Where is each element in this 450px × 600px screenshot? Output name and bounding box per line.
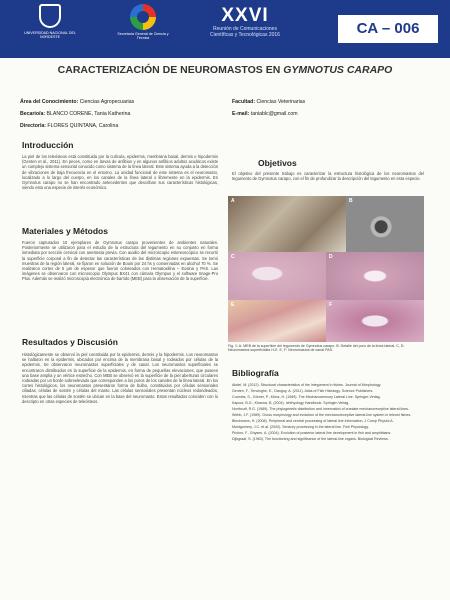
ring-logo-icon <box>130 4 156 30</box>
bibliografia-heading: Bibliografía <box>232 368 279 378</box>
figure-panel-f: F <box>326 300 424 342</box>
poster-code: CA – 006 <box>338 15 438 43</box>
bib-item: Coombs, S., Görner, P., Münz, H. (1989). The Mechanosensory Lateral Line. Springer-Verlag. <box>232 395 381 399</box>
histology-figure <box>228 196 424 342</box>
objetivos-text: El objetivo del presente trabajo es caracterizar la estructura histológica de los neuromastos del tegumento de Gymnotus carapo, con el fin de profundizar la descripción del tegumento en esta especie. <box>232 171 424 182</box>
event-line-1: Reunión de Comunicaciones <box>213 26 277 32</box>
area-value: Ciencias Agropecuarias <box>79 99 135 105</box>
becario-value: BLANCO CORENE, Tania Katherina <box>46 111 131 117</box>
intro-heading: Introducción <box>22 140 74 150</box>
email-row: E-mail: taniablc@gmail.com <box>232 111 298 117</box>
figure-panel-a: A <box>228 196 346 252</box>
bib-item: Abdel, M. (2012). Structural characteristics of the integument in fishes. Journal of Morphology. <box>232 383 382 387</box>
bib-item: Dijkgraaf, S. (1963). The functioning and significance of the lateral-line organs. Biological Reviews. <box>232 437 389 441</box>
bib-item: Bleckmann, H. (2008). Peripheral and central processing of lateral line information. J Comp Physiol A. <box>232 419 394 423</box>
secretaria-logo-text: Secretaría General de Ciencia y Técnica <box>117 32 169 41</box>
bib-item: Webb, J.F. (1989). Gross morphology and evolution of the mechanoreceptive lateral-line system in teleost fishes. <box>232 413 412 417</box>
bib-item: Pichon, F., Ghysen, A. (2004). Evolution of posterior lateral line development in fish and amphibians. <box>232 431 392 435</box>
area-row: Área del Conocimiento: Ciencias Agropecuarias <box>20 99 135 105</box>
facultad-row: Facultad: Ciencias Veterinarias <box>232 99 306 105</box>
title-main: CARACTERIZACIÓN DE NEUROMASTOS EN <box>57 64 284 76</box>
intro-text: La piel de los teleósteos está constituida por la cutícula, epidermis, membrana basal, dermis e hipodermis (Genten et al., 2011). En peces, como en larvas de anfibios y en algunos anfibios adultos acuáticos existe un complejo sistema sensorial conocido como sistema de la línea lateral. Este sistema ayuda a la detección de vibraciones de baja frecuencia en el entorno. La unidad funcional de este sistema es el neuromasto, localizado a lo largo del cuerpo, en los canales de la línea lateral o libremente en la epidermis. En Gymnotus carapo no se han encontrado antecedentes que describan sus características histológicas, siendo esta una especie de interés económico. <box>22 154 218 191</box>
bib-item: Kapoor, B.G., Khanna, B. (2004). Ichthyology Handbook. Springer-Verlag. <box>232 401 350 405</box>
facultad-value: Ciencias Veterinarias <box>256 99 306 105</box>
event-number: XXVI <box>221 5 269 26</box>
materiales-heading: Materiales y Métodos <box>22 226 108 236</box>
figure-panel-e: E <box>228 300 326 342</box>
author-meta <box>20 96 220 132</box>
university-logo <box>20 4 80 56</box>
director-value: FLORES QUINTANA, Carolina <box>47 123 119 129</box>
materiales-text: Fueron capturados 10 ejemplares de Gymnotus carapo provenientes de ambientes naturales. Posteriormente se utilizaron para el estudio de la estructura del tegumento en su conjunto en forma inmediata por sección cervical con anestesia previa. Con auxilio del microscopio estereoscópico se recortó la superficie corporal a fin de detectar las características de las distintas regiones expuestas. Se tomó muestras de la región lateral, se fijaron en solución de Bouin por 24 hs y conservadas en alcohol 70 %. Se realizaron cortes de 5 µm de espesor que fueron coloreados con Hematoxilina – Eosina y PAS. Las imágenes se observaron con microscopio Olympus BX41 con cámara Olympus y el software Image-Pro Plus. Además se realizó microscopía electrónica de barrido (MEB) para la observación de la superficie. <box>22 240 218 282</box>
figure-caption: Fig. 1: A: MEB de la superficie del tegumento de Gymnotus carapo. B: Detalle del poro de la línea lateral. C, D: Neuromastos superficiales H-E. E, F: Neuromastos de canal PAS. <box>228 344 405 353</box>
bib-item: Northcutt, R.G. (1989). The phylogenetic distribution and innervation of craniate mechanoreceptive lateral lines. <box>232 407 409 411</box>
figure-panel-b: B <box>346 196 424 252</box>
shield-icon <box>39 4 61 28</box>
faculty-meta <box>232 96 432 120</box>
bib-item: Montgomery, J.C. et al. (2000). Sensory processing in the lateral line. Fish Physiology. <box>232 425 369 429</box>
bibliography-list <box>232 383 424 558</box>
event-line-2: Científicas y Tecnológicas 2016 <box>210 32 280 38</box>
objetivos-heading: Objetivos <box>258 158 297 168</box>
resultados-heading: Resultados y Discusión <box>22 337 118 347</box>
event-title <box>185 6 305 38</box>
title-species: GYMNOTUS CARAPO <box>283 64 393 76</box>
university-logo-text: UNIVERSIDAD NACIONAL DEL NORDESTE <box>24 31 76 40</box>
figure-panel-c: C <box>228 252 326 300</box>
secretaria-logo <box>114 4 172 56</box>
poster-header <box>0 0 450 58</box>
director-row: Director/a: FLORES QUINTANA, Carolina <box>20 123 119 129</box>
resultados-text: Histológicamente se observó la piel constituida por la epidermis, dermis y la hipodermis. Los neuromastos se hallaron en la epidermis, ubicados por encima de la membrana basal y rodeados por células de la epidermis. Se observaron neuromastos superficiales y de canal. Los neuromastos superficiales se encontraron distribuidos en la superficie de la epidermis, en forma de pequeñas elevaciones, que poseen una base amplia y un vértice estrecho. Con MEB se observó en la superficie de la piel aberturas circulares rodeadas por un borde sobreelevado que corresponden a los poros de los canales de la línea lateral. En los cortes histológicos, los neuromastos presentaron forma de bulbo, constituidos por células sensoriales ciliadas, células de sostén y células del manto. Las células sensoriales presentan núcleos redondeados, mientras que las células de sostén se ubican en la base del neuromasto. Estos resultados coinciden con lo descripto en otras especies de teleósteos. <box>22 352 218 404</box>
bib-item: Genten, F., Terwinghe, E., Danguy, A. (2011). Atlas of Fish Histology. Science Publishers. <box>232 389 374 393</box>
email-value: taniablc@gmail.com <box>250 111 298 117</box>
poster-title <box>0 64 450 76</box>
figure-panel-d: D <box>326 252 424 300</box>
becario-row: Becario/a: BLANCO CORENE, Tania Katherina <box>20 111 131 117</box>
